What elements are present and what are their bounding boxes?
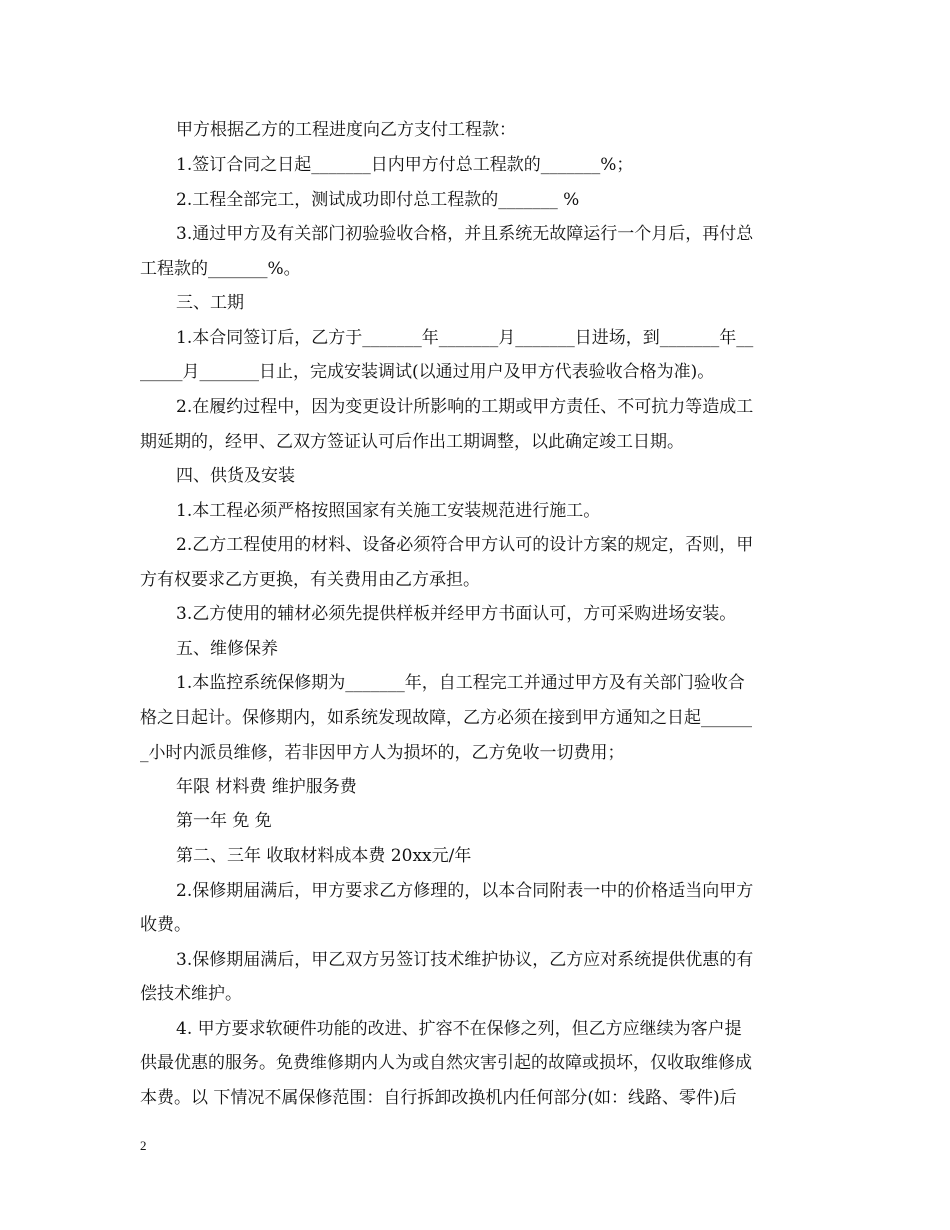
clause-maintenance-3: 3.保修期届满后，甲乙双方另签订技术维护协议，乙方应对系统提供优惠的有 <box>176 950 754 970</box>
clause-payment-3: 3.通过甲方及有关部门初验验收合格，并且系统无故障运行一个月后，再付总 <box>176 224 754 244</box>
clause-schedule-1-cont: _____月_______日止，完成安装调试(以通过用户及甲方代表验收合格为准)。 <box>140 362 715 382</box>
section-heading-supply: 四、供货及安装 <box>176 466 295 486</box>
clause-schedule-2-cont: 期延期的，经甲、乙双方签证认可后作出工期调整，以此确定竣工日期。 <box>140 432 684 452</box>
fee-table-row-year2-3: 第二、三年 收取材料成本费 20xx元/年 <box>176 846 472 866</box>
paragraph-payment-intro: 甲方根据乙方的工程进度向乙方支付工程款： <box>176 120 516 140</box>
clause-maintenance-4-cont2: 本费。以 下情况不属保修范围：自行拆卸改换机内任何部分(如：线路、零件)后 <box>140 1088 737 1108</box>
clause-maintenance-3-cont: 偿技术维护。 <box>140 984 242 1004</box>
clause-maintenance-1: 1.本监控系统保修期为_______年，自工程完工并通过甲方及有关部门验收合 <box>176 673 745 693</box>
clause-maintenance-2: 2.保修期届满后，甲方要求乙方修理的，以本合同附表一中的价格适当向甲方 <box>176 881 754 901</box>
clause-payment-3-cont: 工程款的_______%。 <box>140 259 301 279</box>
fee-table-header: 年限 材料费 维护服务费 <box>176 777 357 797</box>
clause-payment-1: 1.签订合同之日起_______日内甲方付总工程款的_______%； <box>176 155 634 175</box>
clause-schedule-2: 2.在履约过程中，因为变更设计所影响的工期或甲方责任、不可抗力等造成工 <box>176 397 754 417</box>
clause-supply-2-cont: 方有权要求乙方更换，有关费用由乙方承担。 <box>140 570 480 590</box>
clause-maintenance-1-cont: 格之日起计。保修期内，如系统发现故障，乙方必须在接到甲方通知之日起______ <box>140 708 752 728</box>
clause-maintenance-2-cont: 收费。 <box>140 915 191 935</box>
clause-supply-2: 2.乙方工程使用的材料、设备必须符合甲方认可的设计方案的规定，否则，甲 <box>176 535 754 555</box>
clause-schedule-1: 1.本合同签订后，乙方于_______年_______月_______日进场，到_______年__ <box>176 328 754 348</box>
section-heading-schedule: 三、工期 <box>176 293 244 313</box>
clause-supply-1: 1.本工程必须严格按照国家有关施工安装规范进行施工。 <box>176 501 601 521</box>
clause-maintenance-1-cont2: _小时内派员维修，若非因甲方人为损坏的，乙方免收一切费用； <box>140 743 625 763</box>
fee-table-row-year1: 第一年 免 免 <box>176 811 272 831</box>
section-heading-maintenance: 五、维修保养 <box>176 639 278 659</box>
clause-supply-3: 3.乙方使用的辅材必须先提供样板并经甲方书面认可，方可采购进场安装。 <box>176 604 737 624</box>
clause-maintenance-4-cont: 供最优惠的服务。免费维修期内人为或自然灾害引起的故障或损坏，仅收取维修成 <box>140 1053 752 1073</box>
page-number: 2 <box>140 1138 147 1153</box>
clause-payment-2: 2.工程全部完工，测试成功即付总工程款的_______ % <box>176 190 580 210</box>
clause-maintenance-4: 4. 甲方要求软硬件功能的改进、扩容不在保修之列，但乙方应继续为客户提 <box>176 1019 742 1039</box>
